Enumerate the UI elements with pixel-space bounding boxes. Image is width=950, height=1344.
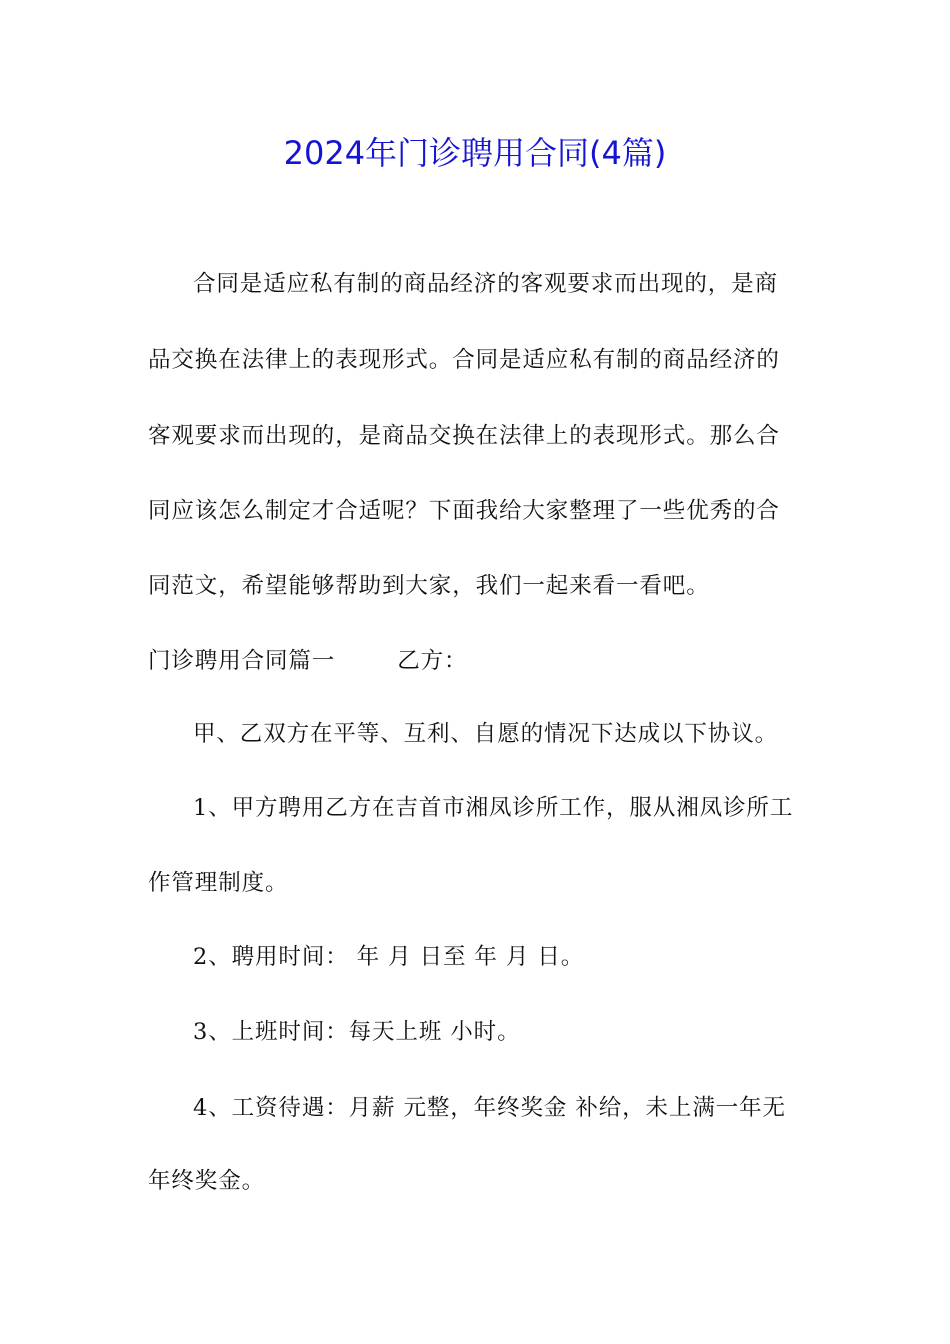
clause-1-line-2: 作管理制度。 (148, 870, 289, 896)
intro-line-5: 同范文，希望能够帮助到大家，我们一起来看一看吧。 (148, 573, 710, 599)
intro-line-1: 合同是适应私有制的商品经济的客观要求而出现的，是商 (193, 271, 779, 297)
clause-3: 3、上班时间：每天上班 小时。 (193, 1019, 521, 1045)
clause-2: 2、聘用时间： 年 月 日至 年 月 日。 (193, 944, 585, 970)
clause-4-line-2: 年终奖金。 (148, 1168, 266, 1194)
section-heading: 门诊聘用合同篇一 (148, 648, 336, 674)
section-heading-line (148, 644, 808, 678)
agreement-line: 甲、乙双方在平等、互利、自愿的情况下达成以下协议。 (193, 721, 779, 747)
party-b-label: 乙方： (397, 648, 468, 674)
document-title: 2024年门诊聘用合同(4篇) (283, 134, 667, 172)
intro-line-4: 同应该怎么制定才合适呢？下面我给大家整理了一些优秀的合 (148, 498, 780, 524)
intro-line-3: 客观要求而出现的，是商品交换在法律上的表现形式。那么合 (148, 423, 780, 449)
clause-1-line-1: 1、甲方聘用乙方在吉首市湘凤诊所工作，服从湘凤诊所工 (193, 795, 794, 821)
clause-4-line-1: 4、工资待遇：月薪 元整，年终奖金 补给，未上满一年无 (193, 1095, 786, 1121)
intro-line-2: 品交换在法律上的表现形式。合同是适应私有制的商品经济的 (148, 347, 780, 373)
